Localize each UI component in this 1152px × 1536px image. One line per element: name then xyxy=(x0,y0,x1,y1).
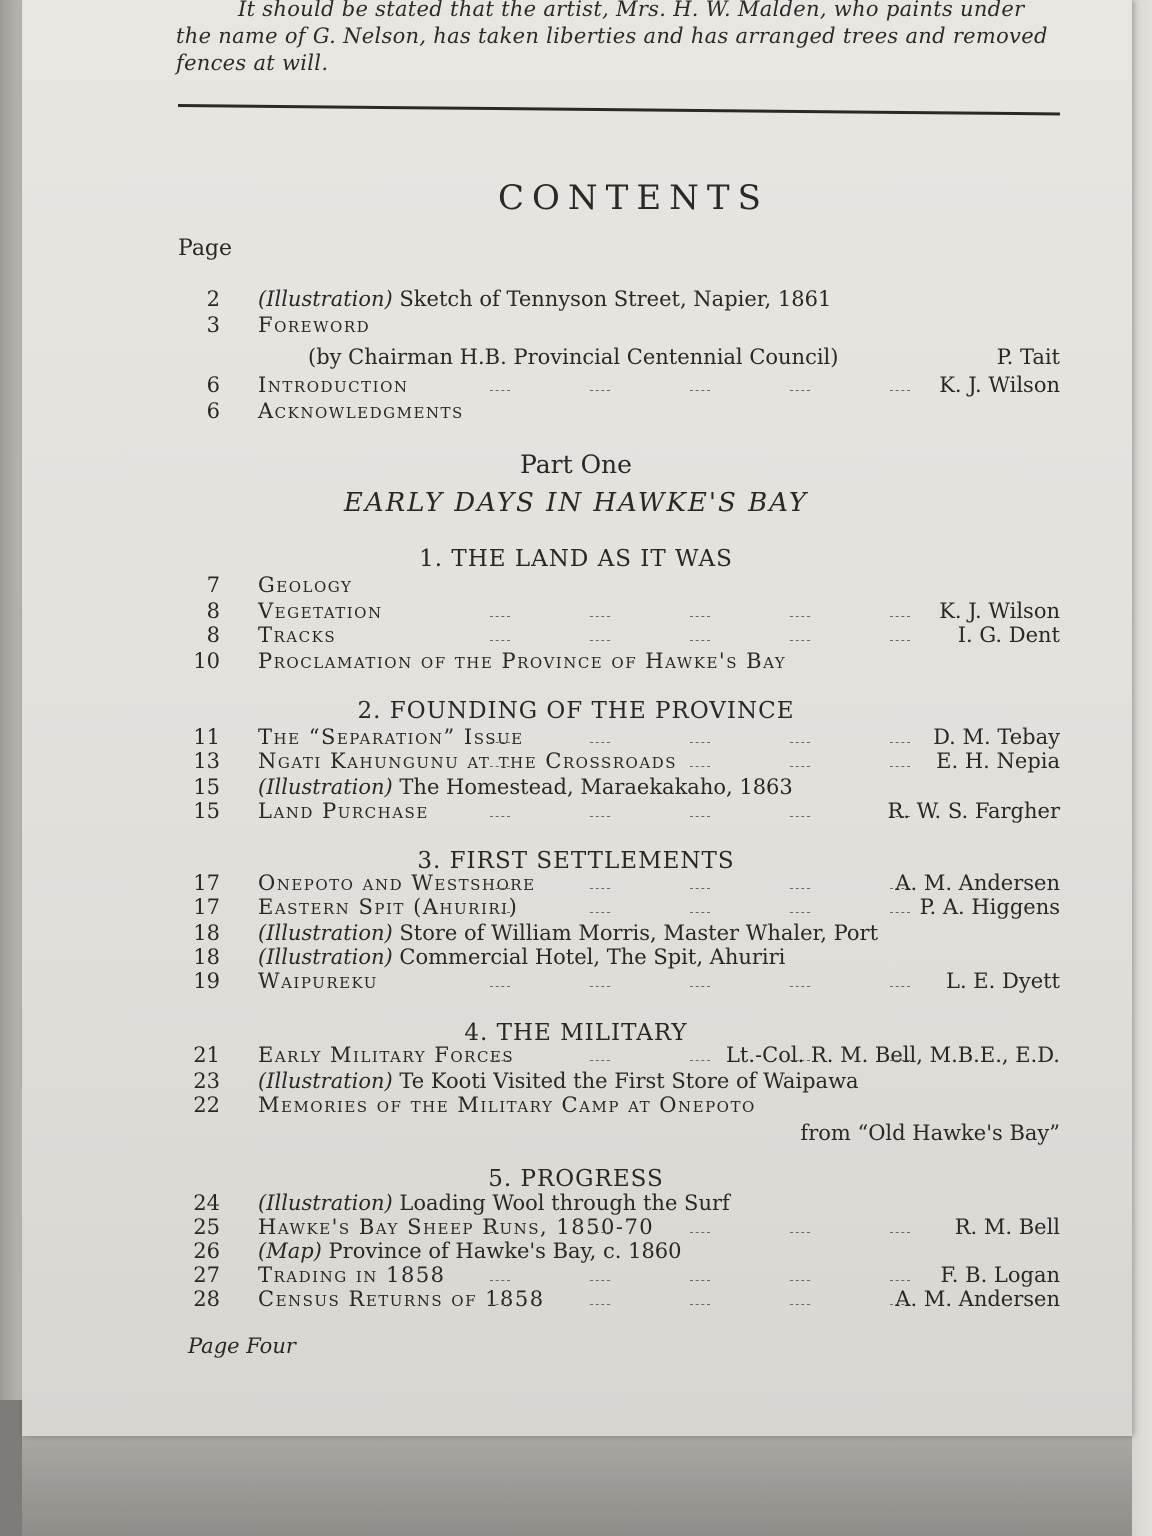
leader-dot xyxy=(490,888,510,889)
leader-dot xyxy=(890,986,910,987)
toc-entry-type: (Illustration) xyxy=(258,1191,393,1215)
toc-title-text: Acknowledgments xyxy=(258,399,464,423)
toc-author: K. J. Wilson xyxy=(939,599,1060,623)
toc-author: D. M. Tebay xyxy=(933,725,1060,749)
toc-title-text: Tracks xyxy=(258,623,337,647)
leader-dot xyxy=(690,1060,710,1061)
section-heading: 1. THE LAND AS IT WAS xyxy=(419,546,733,572)
toc-page-number: 11 xyxy=(193,725,220,749)
toc-title xyxy=(258,648,786,674)
toc-title xyxy=(258,1286,545,1312)
toc-entry xyxy=(180,1238,1060,1264)
toc-entry-type: (Illustration) xyxy=(258,775,393,799)
leader-dot xyxy=(590,390,610,391)
leader-dot xyxy=(590,1232,610,1233)
toc-page-number: 17 xyxy=(193,871,220,895)
toc-title xyxy=(258,798,429,824)
leader-dot xyxy=(690,390,710,391)
toc-entry xyxy=(180,1262,1060,1288)
toc-author: P. Tait xyxy=(996,345,1060,369)
toc-title xyxy=(258,968,378,994)
toc-title xyxy=(258,1262,446,1288)
leader-dot xyxy=(790,390,810,391)
toc-page-number: 8 xyxy=(206,599,220,623)
toc-title xyxy=(258,944,785,970)
toc-page-number: 24 xyxy=(193,1191,220,1215)
toc-title xyxy=(308,344,838,370)
toc-entry xyxy=(180,398,1060,424)
toc-page-number: 18 xyxy=(193,921,220,945)
leader-dot xyxy=(590,816,610,817)
toc-title xyxy=(258,920,878,946)
toc-page-number: 6 xyxy=(206,399,220,423)
toc-author: Lt.-Col. R. M. Bell, M.B.E., E.D. xyxy=(725,1043,1060,1067)
toc-entry xyxy=(180,598,1060,624)
toc-title xyxy=(258,572,352,598)
toc-entry xyxy=(180,648,1060,674)
leader-dot xyxy=(890,1280,910,1281)
toc-title-text: Store of William Morris, Master Whaler, Port xyxy=(392,921,879,945)
leader-dot xyxy=(790,1280,810,1281)
toc-author: P. A. Higgens xyxy=(919,895,1060,919)
toc-page-number: 15 xyxy=(193,775,220,799)
leader-dot xyxy=(490,766,510,767)
leader-dot xyxy=(590,742,610,743)
toc-title-text: Hawke's Bay Sheep Runs, 1850-70 xyxy=(258,1215,655,1239)
leader-dot xyxy=(790,616,810,617)
toc-author: A. M. Andersen xyxy=(895,1287,1060,1311)
leader-dot xyxy=(490,390,510,391)
leader-dot xyxy=(790,1304,810,1305)
toc-page-number: 23 xyxy=(193,1069,220,1093)
toc-page-number: 10 xyxy=(193,649,220,673)
leader-dot xyxy=(790,742,810,743)
leader-dot xyxy=(590,1304,610,1305)
toc-entry-type: (Map) xyxy=(258,1239,322,1263)
toc-author: K. J. Wilson xyxy=(939,373,1060,397)
toc-entry-type: (Illustration) xyxy=(258,921,393,945)
toc-author: from “Old Hawke's Bay” xyxy=(800,1121,1060,1145)
leader-dot xyxy=(490,640,510,641)
toc-title xyxy=(258,1238,682,1264)
toc-entry xyxy=(180,1120,1060,1146)
toc-title xyxy=(258,724,524,750)
leader-dot xyxy=(890,390,910,391)
leader-dot xyxy=(690,766,710,767)
toc-entry xyxy=(180,1092,1060,1118)
toc-title-text: Loading Wool through the Surf xyxy=(392,1191,730,1215)
toc-title xyxy=(258,1042,514,1068)
leader-dot xyxy=(890,766,910,767)
toc-title xyxy=(258,1214,654,1240)
leader-dot xyxy=(590,766,610,767)
toc-title-text: Early Military Forces xyxy=(258,1043,515,1067)
toc-entry-type: (Illustration) xyxy=(258,287,393,311)
toc-title xyxy=(258,622,336,648)
toc-entry xyxy=(180,344,1060,370)
leader-dot xyxy=(490,1304,510,1305)
toc-title-text: Trading in 1858 xyxy=(258,1263,446,1287)
toc-author: F. B. Logan xyxy=(940,1263,1060,1287)
leader-dot xyxy=(790,912,810,913)
leader-dot xyxy=(690,616,710,617)
toc-page-number: 26 xyxy=(193,1239,220,1263)
toc-entry xyxy=(180,894,1060,920)
toc-title-text: Census Returns of 1858 xyxy=(258,1287,545,1311)
leader-dot xyxy=(690,1232,710,1233)
leader-dot xyxy=(790,816,810,817)
leader-dot xyxy=(690,1304,710,1305)
toc-entry xyxy=(180,572,1060,598)
toc-title-text: Province of Hawke's Bay, c. 1860 xyxy=(321,1239,682,1263)
leader-dot xyxy=(890,640,910,641)
leader-dot xyxy=(590,1060,610,1061)
leader-dot xyxy=(490,986,510,987)
leader-dot xyxy=(690,1280,710,1281)
leader-dot xyxy=(590,888,610,889)
page-footer: Page Four xyxy=(188,1334,296,1358)
toc-title-text: Land Purchase xyxy=(258,799,429,823)
leader-dot xyxy=(690,742,710,743)
toc-author: I. G. Dent xyxy=(957,623,1060,647)
toc-title-text: Onepoto and Westshore xyxy=(258,871,536,895)
leader-dot xyxy=(590,986,610,987)
toc-page-number: 3 xyxy=(206,313,220,337)
leader-dot xyxy=(590,616,610,617)
toc-title-text: Te Kooti Visited the First Store of Waipawa xyxy=(392,1069,859,1093)
toc-title xyxy=(258,894,518,920)
toc-page-number: 17 xyxy=(193,895,220,919)
leader-dot xyxy=(890,912,910,913)
toc-page-number: 13 xyxy=(193,749,220,773)
page-shadow xyxy=(22,1436,1132,1536)
leader-dot xyxy=(690,888,710,889)
toc-page-number: 28 xyxy=(193,1287,220,1311)
contents-title: CONTENTS xyxy=(498,178,769,218)
toc-title xyxy=(258,372,409,398)
leader-dot xyxy=(890,616,910,617)
leader-dot xyxy=(690,986,710,987)
toc-title-text: Eastern Spit (Ahuriri) xyxy=(258,895,519,919)
toc-author: R. W. S. Fargher xyxy=(887,799,1060,823)
toc-page-number: 27 xyxy=(193,1263,220,1287)
leader-dot xyxy=(790,766,810,767)
toc-title-text: (by Chairman H.B. Provincial Centennial Council) xyxy=(308,345,839,369)
toc-page-number: 8 xyxy=(206,623,220,647)
toc-title-text: Introduction xyxy=(258,373,409,397)
section-heading: 2. FOUNDING OF THE PROVINCE xyxy=(357,698,795,724)
toc-entry xyxy=(180,774,1060,800)
leader-dot xyxy=(490,616,510,617)
toc-entry-type: (Illustration) xyxy=(258,1069,393,1093)
toc-page-number: 6 xyxy=(206,373,220,397)
leader-dot xyxy=(690,816,710,817)
page-column-label: Page xyxy=(178,236,233,261)
leader-dot xyxy=(890,1232,910,1233)
artist-note-line-2: the name of G. Nelson, has taken liberties and has arranged trees and removed xyxy=(176,24,1048,48)
toc-entry xyxy=(180,372,1060,398)
leader-dot xyxy=(590,1280,610,1281)
toc-author: A. M. Andersen xyxy=(895,871,1060,895)
toc-entry xyxy=(180,944,1060,970)
toc-entry xyxy=(180,1214,1060,1240)
toc-title-text: Commercial Hotel, The Spit, Ahuriri xyxy=(392,945,786,969)
leader-dot xyxy=(790,640,810,641)
toc-title-text: The Homestead, Maraekakaho, 1863 xyxy=(392,775,793,799)
toc-title xyxy=(258,748,677,774)
leader-dot xyxy=(490,1232,510,1233)
toc-title xyxy=(258,1068,859,1094)
toc-page-number: 22 xyxy=(193,1093,220,1117)
toc-title xyxy=(258,598,383,624)
leader-dot xyxy=(490,1060,510,1061)
toc-entry xyxy=(180,622,1060,648)
section-heading: 3. FIRST SETTLEMENTS xyxy=(417,848,735,874)
section-heading: 5. PROGRESS xyxy=(488,1166,664,1192)
leader-dot xyxy=(490,742,510,743)
toc-page-number: 2 xyxy=(206,287,220,311)
toc-title xyxy=(258,1190,730,1216)
artist-note-line-1: It should be stated that the artist, Mrs. H. W. Malden, who paints under xyxy=(238,0,1025,21)
toc-title xyxy=(258,774,793,800)
leader-dot xyxy=(490,816,510,817)
toc-page-number: 21 xyxy=(193,1043,220,1067)
toc-title-text: Ngati Kahungunu at the Crossroads xyxy=(258,749,677,773)
toc-title xyxy=(258,1092,756,1118)
leader-dot xyxy=(490,912,510,913)
toc-title xyxy=(258,870,536,896)
toc-title xyxy=(258,398,464,424)
leader-dot xyxy=(690,640,710,641)
toc-entry xyxy=(180,724,1060,750)
leader-dot xyxy=(590,912,610,913)
toc-title xyxy=(258,312,370,338)
part-subtitle: EARLY DAYS IN HAWKE'S BAY xyxy=(343,488,809,518)
toc-title-text: Foreword xyxy=(258,313,371,337)
toc-entry xyxy=(180,870,1060,896)
toc-author: R. M. Bell xyxy=(954,1215,1060,1239)
toc-title-text: The “Separation” Issue xyxy=(258,725,524,749)
toc-page-number: 18 xyxy=(193,945,220,969)
toc-title-text: Proclamation of the Province of Hawke's Bay xyxy=(258,649,787,673)
section-heading: 4. THE MILITARY xyxy=(464,1020,688,1046)
toc-page-number: 19 xyxy=(193,969,220,993)
toc-entry xyxy=(180,1286,1060,1312)
toc-entry xyxy=(180,920,1060,946)
toc-page-number: 7 xyxy=(206,573,220,597)
part-title: Part One xyxy=(520,450,632,479)
toc-entry xyxy=(180,286,1060,312)
artist-note-line-3: fences at will. xyxy=(176,51,329,75)
toc-entry xyxy=(180,1068,1060,1094)
toc-title-text: Waipureku xyxy=(258,969,378,993)
toc-entry xyxy=(180,798,1060,824)
toc-title xyxy=(258,286,831,312)
toc-entry xyxy=(180,748,1060,774)
leader-dot xyxy=(590,640,610,641)
toc-title-text: Vegetation xyxy=(258,599,383,623)
toc-page-number: 25 xyxy=(193,1215,220,1239)
toc-author: L. E. Dyett xyxy=(946,969,1060,993)
toc-page-number: 15 xyxy=(193,799,220,823)
leader-dot xyxy=(790,986,810,987)
toc-entry xyxy=(180,1190,1060,1216)
toc-title-text: Geology xyxy=(258,573,353,597)
leader-dot xyxy=(790,888,810,889)
toc-title-text: Sketch of Tennyson Street, Napier, 1861 xyxy=(392,287,832,311)
toc-author: E. H. Nepia xyxy=(936,749,1060,773)
toc-entry xyxy=(180,312,1060,338)
leader-dot xyxy=(790,1232,810,1233)
toc-entry xyxy=(180,968,1060,994)
leader-dot xyxy=(490,1280,510,1281)
toc-title-text: Memories of the Military Camp at Onepoto xyxy=(258,1093,756,1117)
toc-entry xyxy=(180,1042,1060,1068)
toc-entry-type: (Illustration) xyxy=(258,945,393,969)
leader-dot xyxy=(890,742,910,743)
leader-dot xyxy=(690,912,710,913)
